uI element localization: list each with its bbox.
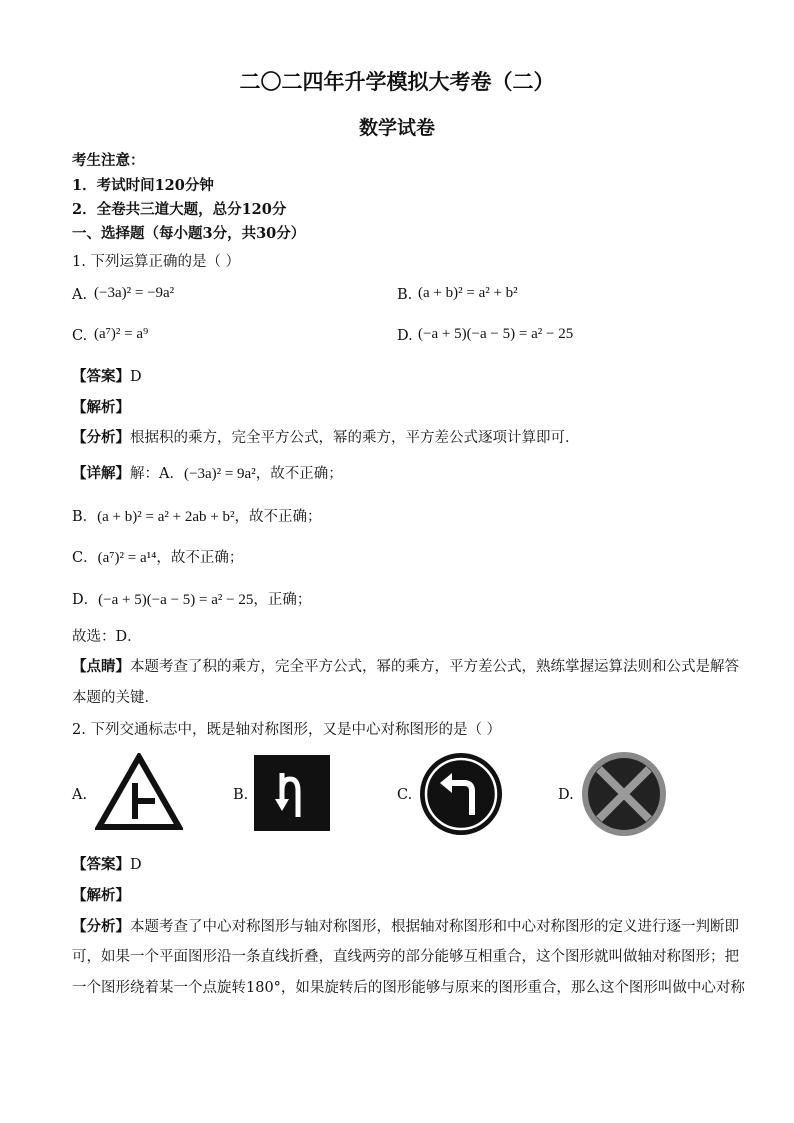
fenxi-text-1: 本题考查了中心对称图形与轴对称图形，根据轴对称图形和中心对称图形的定义进行逐一判断即: [130, 919, 739, 935]
detail-c-expr: (a⁷)² = a¹⁴: [97, 550, 157, 566]
answer-value: D: [130, 857, 142, 873]
page-title: 二〇二四年升学模拟大考卷（二）: [239, 69, 555, 94]
detail-a-expr: (−3a)² = 9a²: [183, 466, 256, 482]
q2-answer: [72, 853, 142, 874]
q1-option-b-expr: (a + b)² = a² + b²: [418, 285, 518, 301]
q1-option-a-label: A.: [72, 287, 88, 303]
section-heading: 一、选择题（每小题3分，共30分）: [72, 225, 306, 242]
t-junction-warning-sign-icon: [95, 753, 183, 831]
fenxi-text: 根据积的乘方，完全平方公式，幂的乘方，平方差公式逐项计算即可．: [130, 430, 580, 446]
q1-option-c-label: C.: [72, 328, 88, 344]
detail-a-prefix: 解：A．: [130, 466, 184, 482]
no-stopping-sign-icon: [580, 750, 668, 838]
q2-option-b-label: B.: [233, 787, 249, 803]
detail-c-prefix: C．: [72, 550, 98, 566]
answer-tag: 【答案】: [72, 368, 130, 385]
q2-fenxi-line-2: 可，如果一个平面图形沿一条直线折叠，直线两旁的部分能够互相重合，这个图形就叫做轴对称图形；把: [72, 949, 739, 965]
detail-a-suffix: ，故不正确；: [255, 466, 343, 482]
q2-analysis-tag: 【解析】: [72, 887, 130, 904]
q2-fenxi-line-1: [72, 915, 739, 936]
detail-d-prefix: D．: [72, 592, 99, 608]
xiangjie-tag: 【详解】: [72, 465, 130, 482]
detail-d-suffix: ，正确；: [253, 592, 312, 608]
q1-option-d-expr: (−a + 5)(−a − 5) = a² − 25: [418, 326, 574, 342]
detail-b-expr: (a + b)² = a² + 2ab + b²: [97, 509, 235, 525]
q1-answer: [72, 365, 142, 386]
q1-dianjing-line-2: 本题的关键．: [72, 690, 159, 706]
fenxi-tag: 【分析】: [72, 429, 130, 446]
q1-fenxi: [72, 426, 580, 447]
u-turn-sign-icon: [254, 755, 330, 831]
detail-c-suffix: ，故不正确；: [156, 550, 244, 566]
q1-option-b-label: B.: [397, 287, 413, 303]
dianjing-text-1: 本题考查了积的乘方，完全平方公式，幂的乘方，平方差公式，熟练掌握运算法则和公式是解答: [130, 659, 739, 675]
question-2-stem: 2. 下列交通标志中，既是轴对称图形，又是中心对称图形的是（ ）: [72, 722, 502, 738]
left-turn-sign-icon: [418, 751, 504, 837]
notice-item-2: 2．全卷共三道大题，总分120分: [72, 201, 287, 218]
q2-option-c-label: C.: [397, 787, 413, 803]
answer-tag: 【答案】: [72, 856, 130, 873]
answer-value: D: [130, 369, 142, 385]
question-1-stem: 1. 下列运算正确的是（ ）: [72, 254, 241, 270]
q1-dianjing-line-1: [72, 655, 739, 676]
detail-b-prefix: B．: [72, 509, 98, 525]
detail-d-expr: (−a + 5)(−a − 5) = a² − 25: [98, 592, 254, 608]
q1-detail-a: [72, 462, 343, 483]
q1-detail-c: [72, 546, 243, 567]
q1-analysis-tag: 【解析】: [72, 399, 130, 416]
q2-fenxi-line-3: 一个图形绕着某一个点旋转180°，如果旋转后的图形能够与原来的图形重合，那么这个图形叫做中心对称: [72, 980, 745, 996]
notice-heading: 考生注意：: [72, 152, 145, 169]
dianjing-tag: 【点睛】: [72, 658, 130, 675]
page-subtitle: 数学试卷: [358, 117, 435, 139]
q1-detail-d: [72, 588, 311, 609]
q2-option-a-label: A.: [72, 787, 88, 803]
q1-option-a-expr: (−3a)² = −9a²: [94, 285, 175, 301]
q1-detail-b: [72, 505, 321, 526]
q1-choose: 故选：D．: [72, 629, 142, 645]
notice-item-1: 1．考试时间120分钟: [72, 177, 214, 194]
fenxi-tag: 【分析】: [72, 918, 130, 935]
q2-option-d-label: D.: [558, 787, 574, 803]
detail-b-suffix: ，故不正确；: [234, 509, 322, 525]
q1-option-c-expr: (a⁷)² = a⁹: [94, 326, 149, 342]
q1-option-d-label: D.: [397, 328, 413, 344]
